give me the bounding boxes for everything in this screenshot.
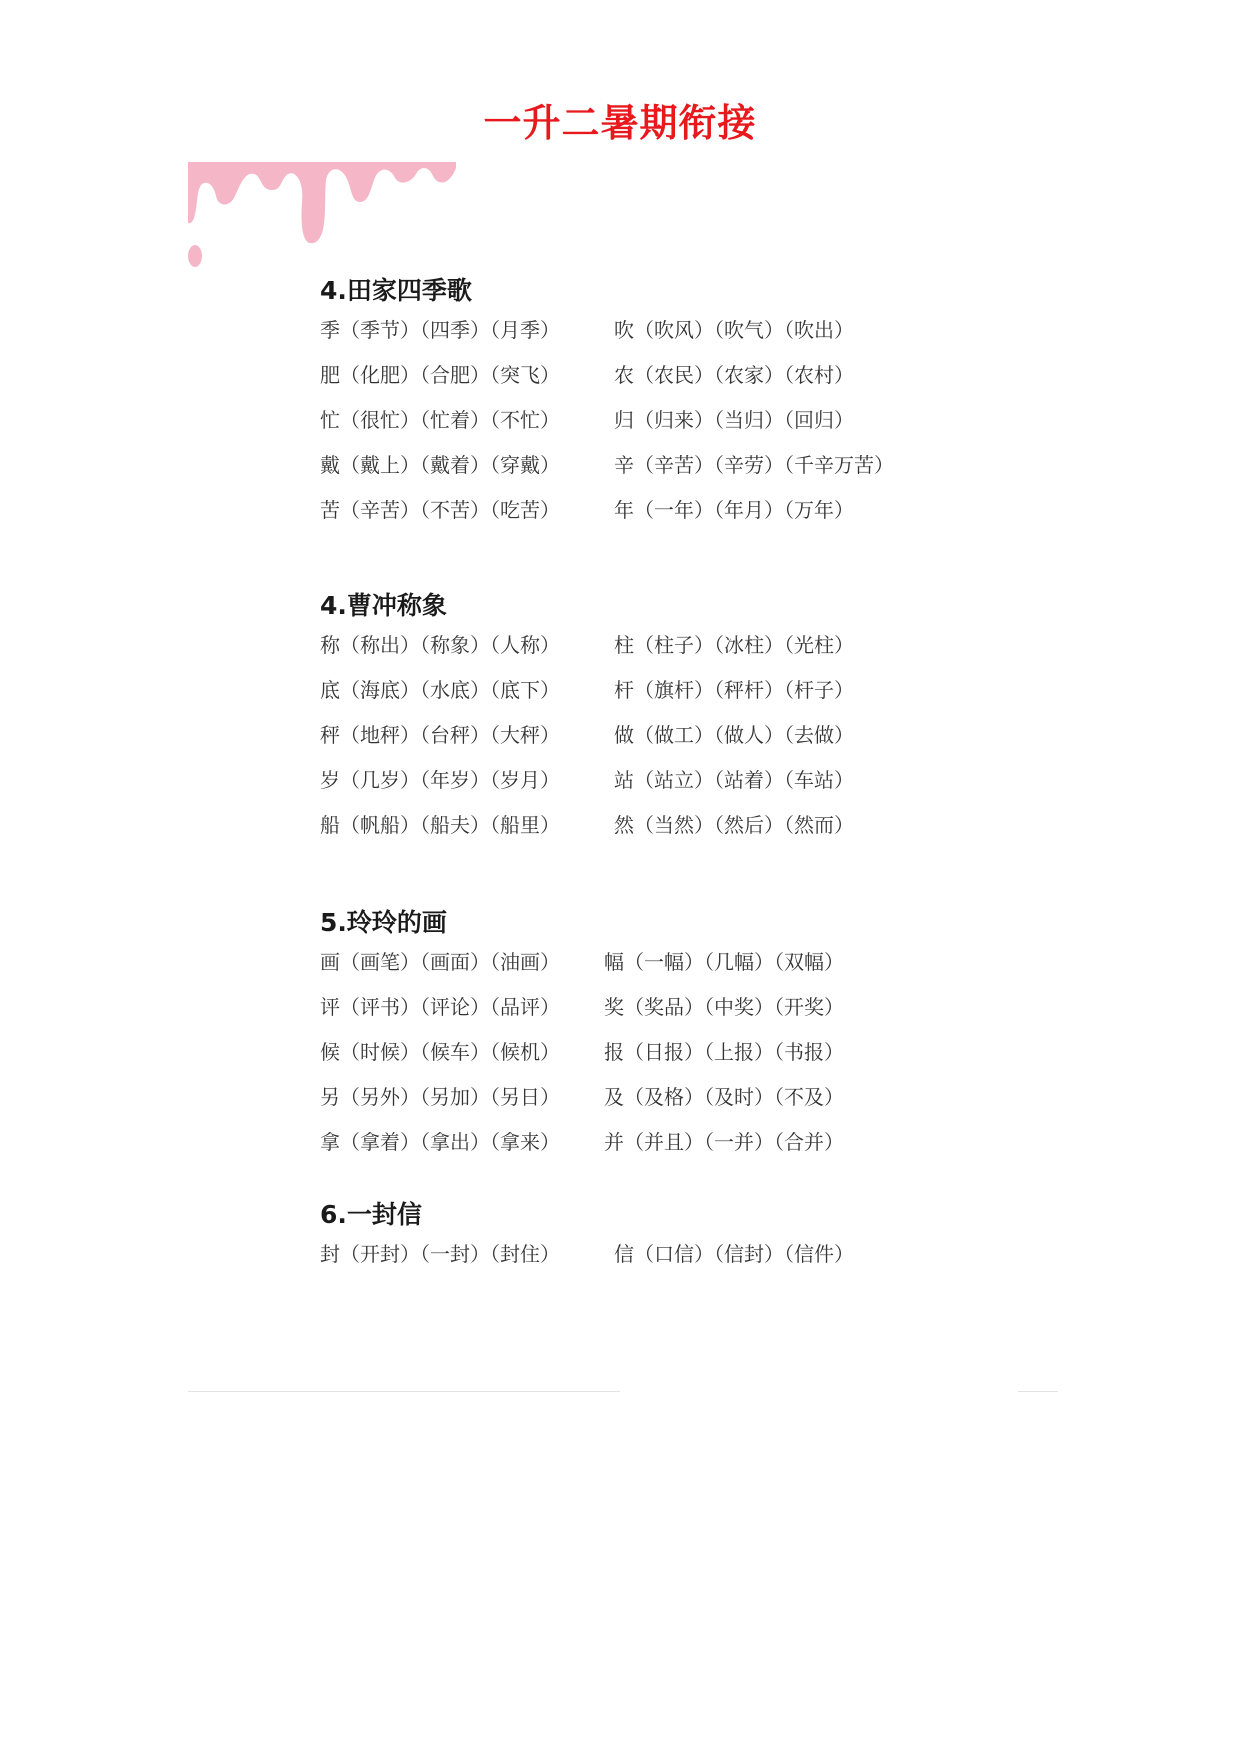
vocab-entry-left: 忙（很忙）（忙着）（不忙）: [320, 408, 560, 432]
vocab-entry-right: 年（一年）（年月）（万年）: [614, 498, 854, 522]
vocab-entry-right: 并（并且）（一并）（合并）: [604, 1130, 844, 1154]
vocab-entry-right: 柱（柱子）（冰柱）（光柱）: [614, 633, 854, 657]
vocab-entry-right: 报（日报）（上报）（书报）: [604, 1040, 844, 1064]
vocab-row: [320, 722, 1040, 767]
section-1: [320, 273, 1040, 542]
vocab-row: [320, 767, 1040, 812]
vocab-row: [320, 497, 1040, 542]
section-2: [320, 588, 1040, 857]
vocab-entry-left: 封（开封）（一封）（封住）: [320, 1242, 560, 1266]
vocab-entry-left: 岁（几岁）（年岁）（岁月）: [320, 768, 560, 792]
vocab-entry-left: 苦（辛苦）（不苦）（吃苦）: [320, 498, 560, 522]
vocab-entry-left: 画（画笔）（画面）（油画）: [320, 950, 560, 974]
vocab-entry-left: 船（帆船）（船夫）（船里）: [320, 813, 560, 837]
vocab-row: [320, 1241, 1040, 1286]
vocab-row: [320, 317, 1040, 362]
vocab-entry-left: 肥（化肥）（合肥）（突飞）: [320, 363, 560, 387]
footer-rule-right: [1018, 1391, 1058, 1392]
section-4: [320, 1197, 1040, 1286]
vocab-row: [320, 452, 1040, 497]
footer-rule-left: [188, 1391, 620, 1392]
vocab-row: [320, 1084, 1040, 1129]
vocab-entry-left: 评（评书）（评论）（品评）: [320, 995, 560, 1019]
vocab-entry-left: 秤（地秤）（台秤）（大秤）: [320, 723, 560, 747]
vocab-entry-right: 站（站立）（站着）（车站）: [614, 768, 854, 792]
section-heading: 4.田家四季歌: [320, 276, 472, 305]
vocab-entry-left: 称（称出）（称象）（人称）: [320, 633, 560, 657]
page-title: 一升二暑期衔接: [483, 101, 757, 145]
vocab-row: [320, 949, 1040, 994]
vocab-row: [320, 1129, 1040, 1174]
vocab-entry-right: 农（农民）（农家）（农村）: [614, 363, 854, 387]
section-heading: 4.曹冲称象: [320, 591, 447, 620]
vocab-entry-right: 辛（辛苦）（辛劳）（千辛万苦）: [614, 453, 894, 477]
drip-shape: [188, 162, 456, 243]
vocab-entry-right: 奖（奖品）（中奖）（开奖）: [604, 995, 844, 1019]
vocab-entry-right: 做（做工）（做人）（去做）: [614, 723, 854, 747]
pink-drip-decoration: [188, 162, 460, 270]
vocab-entry-right: 信（口信）（信封）（信件）: [614, 1242, 854, 1266]
vocab-row: [320, 1039, 1040, 1084]
vocab-entry-right: 然（当然）（然后）（然而）: [614, 813, 854, 837]
section-heading: 6.一封信: [320, 1200, 422, 1229]
vocab-entry-left: 季（季节）（四季）（月季）: [320, 318, 560, 342]
vocab-entry-right: 杆（旗杆）（秤杆）（杆子）: [614, 678, 854, 702]
vocab-entry-left: 拿（拿着）（拿出）（拿来）: [320, 1130, 560, 1154]
vocab-entry-right: 归（归来）（当归）（回归）: [614, 408, 854, 432]
vocab-entry-right: 吹（吹风）（吹气）（吹出）: [614, 318, 854, 342]
vocab-row: [320, 994, 1040, 1039]
vocab-entry-left: 候（时候）（候车）（候机）: [320, 1040, 560, 1064]
vocab-row: [320, 632, 1040, 677]
vocab-row: [320, 362, 1040, 407]
vocab-entry-right: 幅（一幅）（几幅）（双幅）: [604, 950, 844, 974]
vocab-entry-right: 及（及格）（及时）（不及）: [604, 1085, 844, 1109]
section-3: [320, 905, 1040, 1174]
vocab-row: [320, 812, 1040, 857]
vocab-row: [320, 407, 1040, 452]
section-heading: 5.玲玲的画: [320, 908, 447, 937]
vocab-entry-left: 底（海底）（水底）（底下）: [320, 678, 560, 702]
vocab-row: [320, 677, 1040, 722]
vocab-entry-left: 另（另外）（另加）（另日）: [320, 1085, 560, 1109]
drip-drop: [188, 245, 202, 267]
vocab-entry-left: 戴（戴上）（戴着）（穿戴）: [320, 453, 560, 477]
